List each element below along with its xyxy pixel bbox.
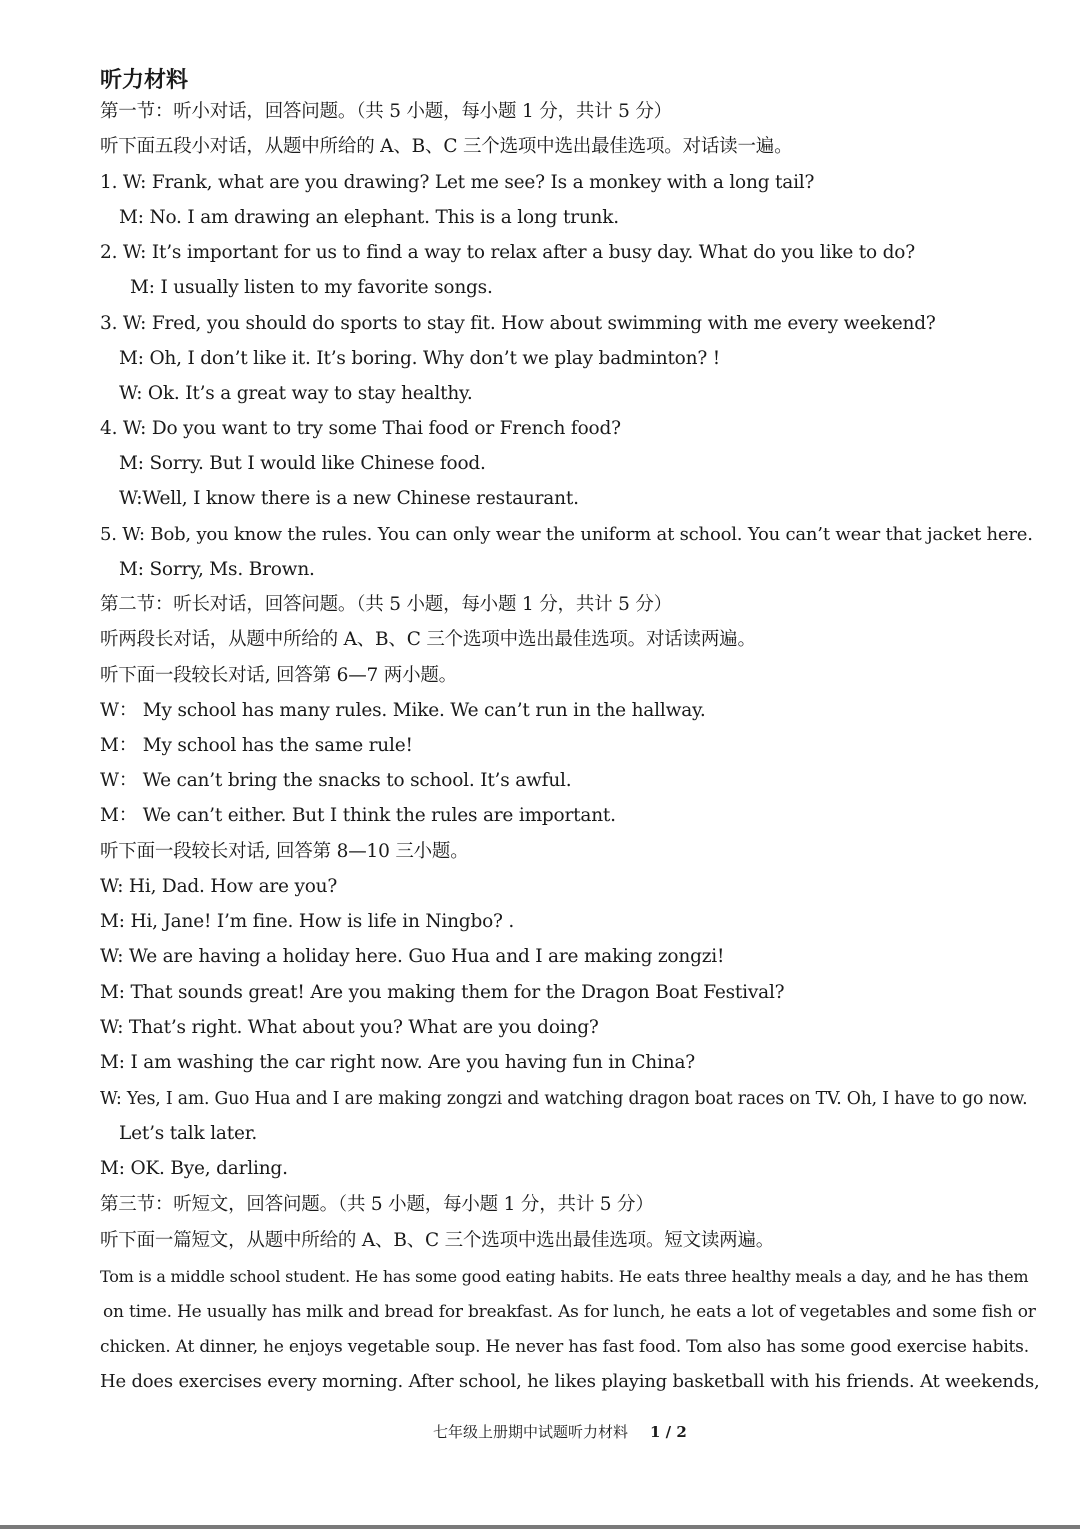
dialogue-line: W： My school has many rules. Mike. We can’t run in the hallway.: [100, 700, 706, 721]
dialogue-line: M: I am washing the car right now. Are you having fun in China?: [100, 1052, 695, 1073]
section-instruction: 听两段长对话，从题中所给的 A、B、C 三个选项中选出最佳选项。对话读两遍。: [100, 629, 756, 650]
dialogue-line: 2. W: It’s important for us to find a way to relax after a busy day. What do you like to do?: [100, 242, 915, 263]
passage-line: on time. He usually has milk and bread for breakfast. As for lunch, he eats a lot of vegetables and some fish or: [103, 1302, 1036, 1322]
dialogue-line: M: That sounds great! Are you making them for the Dragon Boat Festival?: [100, 982, 785, 1003]
footer-label: 七年级上册期中试题听力材料: [433, 1423, 629, 1441]
dialogue-line: 3. W: Fred, you should do sports to stay fit. How about swimming with me every weekend?: [100, 313, 936, 334]
dialogue-line: W: Yes, I am. Guo Hua and I are making zongzi and watching dragon boat races on TV. Oh, I have to go now.: [100, 1089, 1028, 1109]
section-heading: 第一节：听小对话，回答问题。（共 5 小题，每小题 1 分，共计 5 分）: [100, 101, 672, 122]
passage-line: Tom is a middle school student. He has some good eating habits. He eats three healthy meals a day, and he has them: [100, 1267, 1029, 1286]
dialogue-line: M: Hi, Jane! I’m fine. How is life in Ningbo? .: [100, 911, 515, 932]
dialogue-line: M: Oh, I don’t like it. It’s boring. Why don’t we play badminton? !: [119, 348, 720, 369]
dialogue-intro: 听下面一段较长对话, 回答第 8—10 三小题。: [100, 841, 469, 862]
passage-line: He does exercises every morning. After school, he likes playing basketball with his friends. At weekends,: [100, 1371, 1040, 1392]
dialogue-line: M: No. I am drawing an elephant. This is a long trunk.: [119, 207, 619, 228]
bottom-divider: [0, 1525, 1080, 1529]
dialogue-line: M: Sorry. But I would like Chinese food.: [119, 453, 486, 474]
dialogue-line: W: That’s right. What about you? What are you doing?: [100, 1017, 599, 1038]
section-instruction: 听下面五段小对话，从题中所给的 A、B、C 三个选项中选出最佳选项。对话读一遍。: [100, 136, 793, 157]
page-title: 听力材料: [100, 67, 189, 93]
section-heading: 第二节：听长对话，回答问题。（共 5 小题，每小题 1 分，共计 5 分）: [100, 594, 672, 615]
page-footer: [433, 1421, 687, 1443]
dialogue-line: W： We can’t bring the snacks to school. It’s awful.: [100, 770, 572, 791]
dialogue-line: M: Sorry, Ms. Brown.: [119, 559, 315, 580]
page-number: 1 / 2: [650, 1423, 687, 1441]
dialogue-line: W: Ok. It’s a great way to stay healthy.: [119, 383, 473, 404]
dialogue-line: 4. W: Do you want to try some Thai food or French food?: [100, 418, 621, 439]
dialogue-line: 5. W: Bob, you know the rules. You can only wear the uniform at school. You can’t wear that jacket here.: [100, 524, 1033, 545]
section-heading: 第三节：听短文，回答问题。（共 5 小题，每小题 1 分，共计 5 分）: [100, 1194, 654, 1215]
dialogue-line: M： My school has the same rule!: [100, 735, 413, 756]
dialogue-line: W: We are having a holiday here. Guo Hua and I are making zongzi!: [100, 946, 725, 967]
dialogue-line: M： We can’t either. But I think the rules are important.: [100, 805, 616, 826]
dialogue-line: 1. W: Frank, what are you drawing? Let me see? Is a monkey with a long tail?: [100, 172, 815, 193]
dialogue-line: Let’s talk later.: [119, 1123, 258, 1144]
dialogue-line: W:Well, I know there is a new Chinese restaurant.: [119, 488, 579, 509]
dialogue-line: M: I usually listen to my favorite songs.: [130, 277, 493, 298]
section-instruction: 听下面一篇短文，从题中所给的 A、B、C 三个选项中选出最佳选项。短文读两遍。: [100, 1230, 775, 1251]
dialogue-intro: 听下面一段较长对话, 回答第 6—7 两小题。: [100, 665, 457, 686]
dialogue-line: M: OK. Bye, darling.: [100, 1158, 288, 1179]
passage-line: chicken. At dinner, he enjoys vegetable soup. He never has fast food. Tom also has some good exercise habits.: [100, 1337, 1029, 1357]
dialogue-line: W: Hi, Dad. How are you?: [100, 876, 338, 897]
